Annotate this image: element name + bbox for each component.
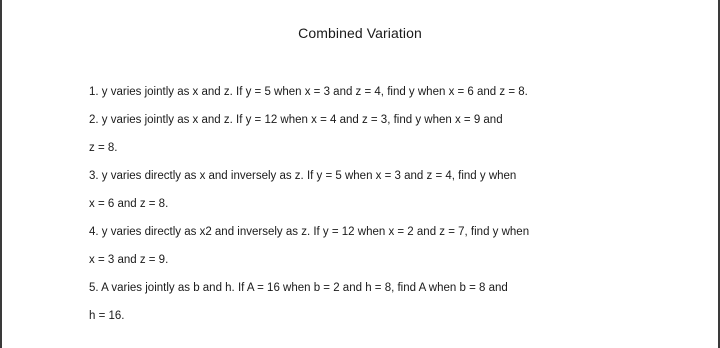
problem-2-line-1: 2. y varies jointly as x and z. If y = 12 when x = 4 and z = 3, find y when x = 9 and bbox=[89, 114, 503, 126]
page-left-border bbox=[0, 0, 2, 348]
problem-2-line-2: z = 8. bbox=[89, 142, 118, 154]
problem-1-line-1: 1. y varies jointly as x and z. If y = 5 when x = 3 and z = 4, find y when x = 6 and z = 8. bbox=[89, 86, 528, 98]
problem-4-line-2: x = 3 and z = 9. bbox=[89, 254, 169, 266]
problem-3-line-2: x = 6 and z = 8. bbox=[89, 198, 169, 210]
problem-4-line-1: 4. y varies directly as x2 and inversely as z. If y = 12 when x = 2 and z = 7, find y when bbox=[89, 226, 530, 238]
document-title: Combined Variation bbox=[298, 25, 422, 41]
problem-5-line-1: 5. A varies jointly as b and h. If A = 16 when b = 2 and h = 8, find A when b = 8 and bbox=[89, 282, 508, 294]
problem-3-line-1: 3. y varies directly as x and inversely as z. If y = 5 when x = 3 and z = 4, find y when bbox=[89, 170, 517, 182]
problem-5-line-2: h = 16. bbox=[89, 310, 125, 322]
